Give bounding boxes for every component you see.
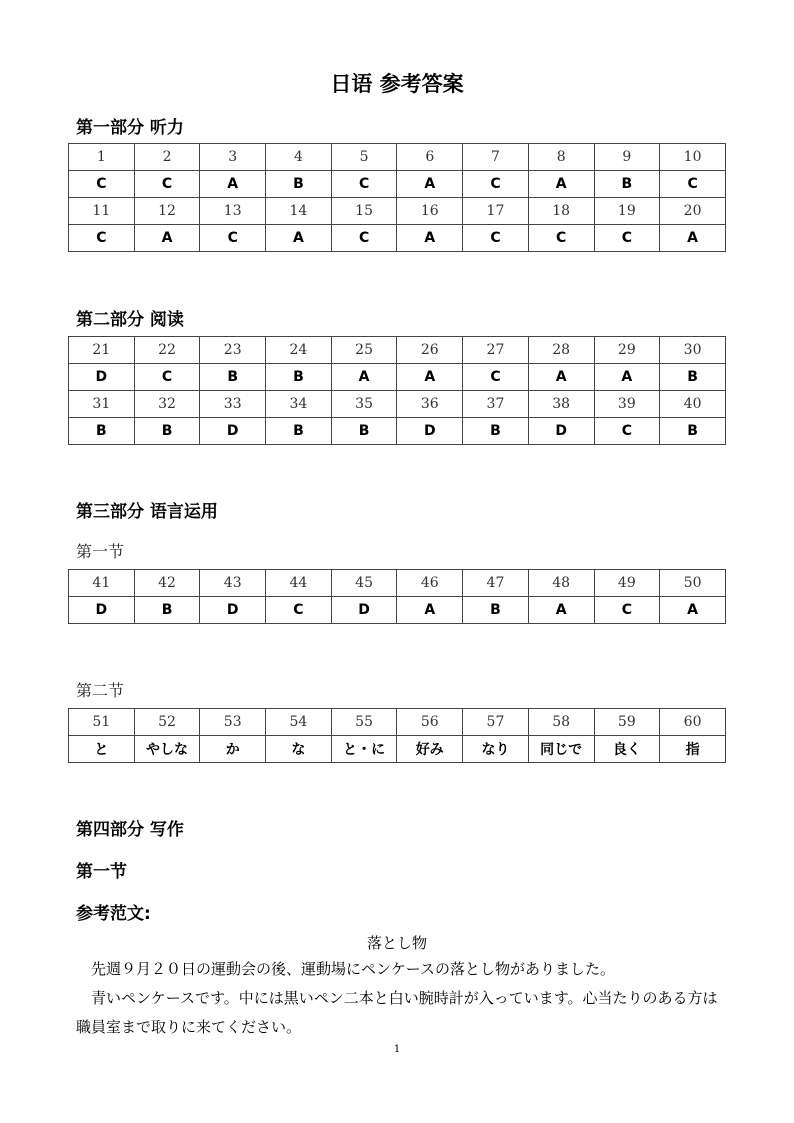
essay-title: 落とし物	[366, 934, 427, 952]
question-number-cell: 49	[594, 570, 660, 597]
part2-heading: 第二部分 阅读	[76, 310, 184, 330]
answer-cell: A	[331, 364, 397, 391]
question-number-cell: 10	[660, 144, 726, 171]
question-number-row	[69, 391, 726, 418]
answer-cell: B	[594, 171, 660, 198]
question-number-cell: 17	[463, 198, 529, 225]
answer-cell: C	[266, 597, 332, 624]
answer-cell: A	[660, 597, 726, 624]
question-number-cell: 5	[331, 144, 397, 171]
answer-cell: 良く	[594, 736, 660, 763]
answer-row	[69, 364, 726, 391]
answer-cell: か	[200, 736, 266, 763]
question-number-cell: 26	[397, 337, 463, 364]
answer-cell: C	[594, 418, 660, 445]
question-number-cell: 45	[331, 570, 397, 597]
answer-cell: と・に	[331, 736, 397, 763]
question-number-cell: 28	[528, 337, 594, 364]
answer-cell: B	[134, 418, 200, 445]
question-number-row	[69, 570, 726, 597]
page-number: 1	[393, 1044, 401, 1055]
question-number-cell: 33	[200, 391, 266, 418]
question-number-cell: 11	[69, 198, 135, 225]
answer-cell: B	[266, 171, 332, 198]
question-number-cell: 60	[660, 709, 726, 736]
question-number-row	[69, 337, 726, 364]
question-number-cell: 20	[660, 198, 726, 225]
question-number-cell: 39	[594, 391, 660, 418]
answer-cell: D	[331, 597, 397, 624]
answer-cell: C	[69, 171, 135, 198]
question-number-cell: 23	[200, 337, 266, 364]
question-number-cell: 30	[660, 337, 726, 364]
answer-cell: B	[266, 364, 332, 391]
question-number-cell: 19	[594, 198, 660, 225]
answer-cell: A	[397, 225, 463, 252]
answer-cell: A	[528, 171, 594, 198]
answer-cell: B	[69, 418, 135, 445]
question-number-cell: 48	[528, 570, 594, 597]
question-number-cell: 18	[528, 198, 594, 225]
question-number-cell: 34	[266, 391, 332, 418]
answer-cell: B	[463, 418, 529, 445]
question-number-cell: 8	[528, 144, 594, 171]
answer-row	[69, 736, 726, 763]
answer-cell: B	[134, 597, 200, 624]
answer-cell: D	[528, 418, 594, 445]
answer-cell: A	[594, 364, 660, 391]
answer-cell: A	[134, 225, 200, 252]
answer-row	[69, 225, 726, 252]
answer-cell: A	[266, 225, 332, 252]
answer-cell: 同じで	[528, 736, 594, 763]
answer-cell: B	[331, 418, 397, 445]
answer-cell: D	[200, 418, 266, 445]
question-number-cell: 53	[200, 709, 266, 736]
essay-paragraph: 先週９月２０日の運動会の後、運動場にペンケースの落とし物がありました。	[91, 960, 615, 978]
question-number-cell: 27	[463, 337, 529, 364]
answer-cell: D	[69, 597, 135, 624]
question-number-row	[69, 709, 726, 736]
answer-cell: A	[528, 597, 594, 624]
answer-cell: C	[134, 364, 200, 391]
question-number-cell: 54	[266, 709, 332, 736]
answer-cell: B	[660, 418, 726, 445]
answer-cell: な	[266, 736, 332, 763]
question-number-cell: 52	[134, 709, 200, 736]
answer-cell: A	[397, 364, 463, 391]
answer-cell: なり	[463, 736, 529, 763]
question-number-cell: 1	[69, 144, 135, 171]
answer-cell: C	[331, 171, 397, 198]
answer-cell: B	[463, 597, 529, 624]
question-number-cell: 59	[594, 709, 660, 736]
page-title: 日语 参考答案	[330, 72, 464, 96]
question-number-cell: 47	[463, 570, 529, 597]
part2-answer-table	[68, 336, 726, 445]
question-number-row	[69, 198, 726, 225]
question-number-cell: 15	[331, 198, 397, 225]
answer-cell: C	[594, 225, 660, 252]
question-number-cell: 21	[69, 337, 135, 364]
answer-cell: B	[660, 364, 726, 391]
answer-cell: A	[528, 364, 594, 391]
question-number-cell: 7	[463, 144, 529, 171]
answer-cell: C	[463, 171, 529, 198]
answer-cell: と	[69, 736, 135, 763]
answer-row	[69, 597, 726, 624]
question-number-cell: 44	[266, 570, 332, 597]
answer-cell: A	[397, 597, 463, 624]
answer-cell: C	[528, 225, 594, 252]
question-number-cell: 16	[397, 198, 463, 225]
question-number-cell: 25	[331, 337, 397, 364]
answer-row	[69, 418, 726, 445]
answer-cell: C	[463, 225, 529, 252]
answer-cell: C	[331, 225, 397, 252]
question-number-cell: 51	[69, 709, 135, 736]
part4-heading: 第四部分 写作	[76, 820, 184, 840]
answer-cell: D	[200, 597, 266, 624]
part1-heading: 第一部分 听力	[76, 118, 184, 138]
part3-section2-label: 第二节	[76, 681, 125, 700]
answer-cell: C	[134, 171, 200, 198]
question-number-cell: 55	[331, 709, 397, 736]
part1-answer-table	[68, 143, 726, 252]
question-number-cell: 43	[200, 570, 266, 597]
answer-cell: やしな	[134, 736, 200, 763]
question-number-cell: 3	[200, 144, 266, 171]
question-number-cell: 56	[397, 709, 463, 736]
answer-cell: C	[594, 597, 660, 624]
question-number-cell: 58	[528, 709, 594, 736]
question-number-cell: 9	[594, 144, 660, 171]
question-number-cell: 50	[660, 570, 726, 597]
question-number-cell: 40	[660, 391, 726, 418]
question-number-cell: 4	[266, 144, 332, 171]
question-number-cell: 42	[134, 570, 200, 597]
answer-cell: C	[69, 225, 135, 252]
part3-section1-answer-table	[68, 569, 726, 624]
question-number-cell: 46	[397, 570, 463, 597]
part4-section1-label: 第一节	[76, 862, 127, 882]
question-number-cell: 22	[134, 337, 200, 364]
answer-cell: D	[69, 364, 135, 391]
part3-heading: 第三部分 语言运用	[76, 502, 218, 522]
question-number-cell: 57	[463, 709, 529, 736]
answer-cell: A	[200, 171, 266, 198]
question-number-cell: 12	[134, 198, 200, 225]
answer-cell: 好み	[397, 736, 463, 763]
answer-cell: 指	[660, 736, 726, 763]
answer-cell: A	[397, 171, 463, 198]
sample-essay-label: 参考范文:	[76, 904, 151, 924]
essay-paragraph: 青いペンケースです。中には黒いペン二本と白い腕時計が入っています。心当たりのある方は職員室まで取りに来てください。	[76, 989, 718, 1036]
answer-cell: C	[463, 364, 529, 391]
question-number-cell: 38	[528, 391, 594, 418]
question-number-cell: 32	[134, 391, 200, 418]
answer-cell: D	[397, 418, 463, 445]
part3-section1-label: 第一节	[76, 542, 125, 561]
question-number-cell: 24	[266, 337, 332, 364]
question-number-cell: 41	[69, 570, 135, 597]
question-number-cell: 6	[397, 144, 463, 171]
question-number-cell: 13	[200, 198, 266, 225]
answer-cell: A	[660, 225, 726, 252]
answer-row	[69, 171, 726, 198]
answer-cell: C	[200, 225, 266, 252]
question-number-row	[69, 144, 726, 171]
question-number-cell: 14	[266, 198, 332, 225]
part3-section2-answer-table	[68, 708, 726, 763]
answer-cell: C	[660, 171, 726, 198]
answer-cell: B	[200, 364, 266, 391]
question-number-cell: 2	[134, 144, 200, 171]
question-number-cell: 36	[397, 391, 463, 418]
question-number-cell: 35	[331, 391, 397, 418]
question-number-cell: 29	[594, 337, 660, 364]
question-number-cell: 31	[69, 391, 135, 418]
question-number-cell: 37	[463, 391, 529, 418]
answer-cell: B	[266, 418, 332, 445]
